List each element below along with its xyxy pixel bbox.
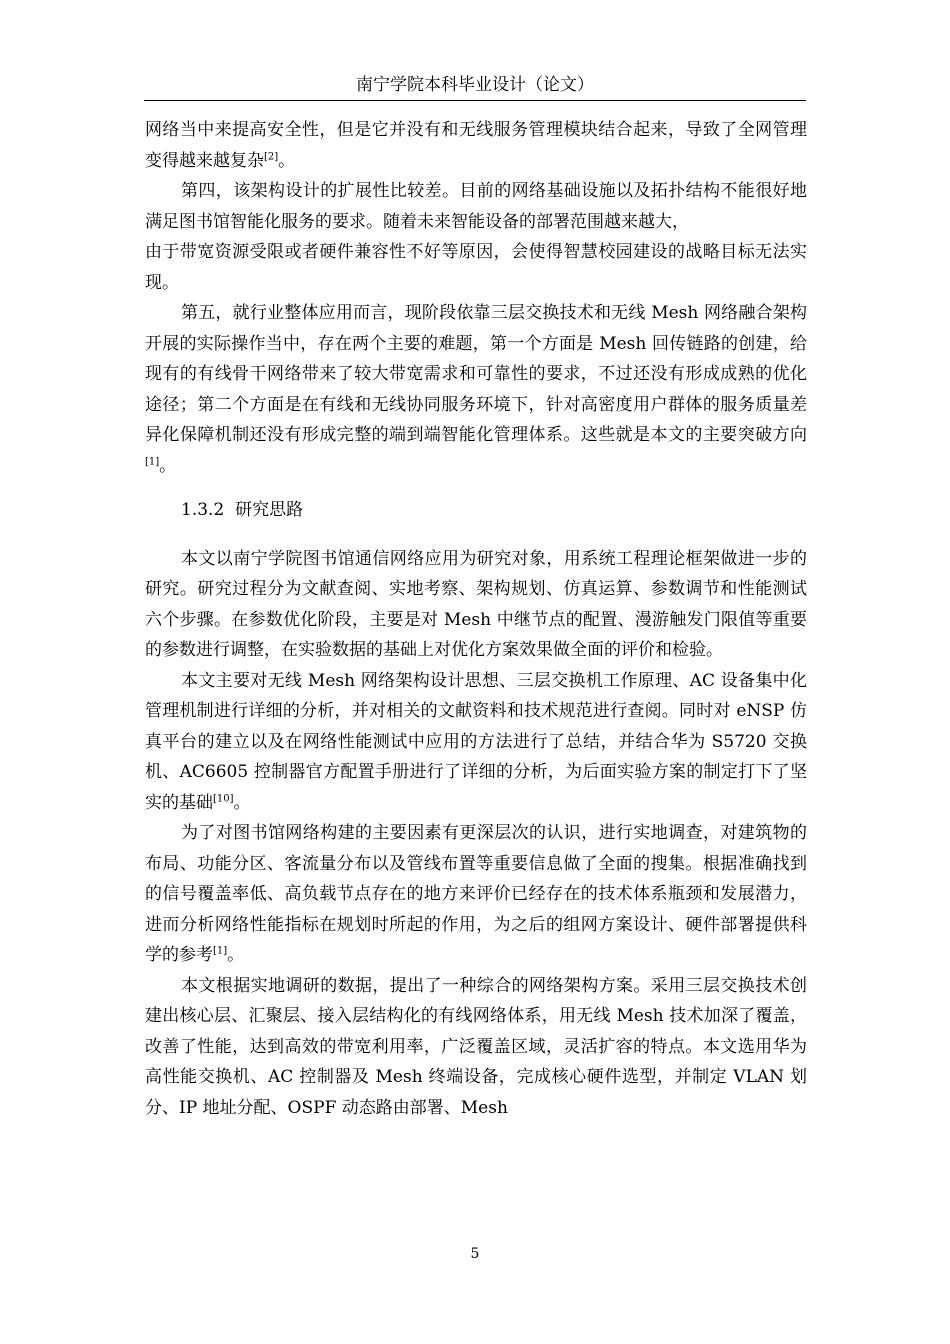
paragraph-architecture-proposal: 本文根据实地调研的数据，提出了一种综合的网络架构方案。采用三层交换技术创建出核心层、汇聚层、接入层结构化的有线网络体系，用无线 Mesh 技术加深了覆盖，改善了性能，达到高效的带宽利用率，广泛覆盖区域，灵活扩容的特点。本文选用华为高性能交换机、AC 控制器及 Mesh 终端设备，完成核心硬件选型，并制定 VLAN 划分、IP 地址分配、OSPF 动态路由部署、Mesh xyxy=(145,975,807,1118)
page-number: 5 xyxy=(470,1246,480,1262)
header-title: 南宁学院本科毕业设计（论文） xyxy=(356,75,594,95)
paragraph-field-survey: 为了对图书馆网络构建的主要因素有更深层次的认识，进行实地调查，对建筑物的布局、功能分区、客流量分布以及管线布置等重要信息做了全面的搜集。根据准确找到的信号覆盖率低、高负载节点存在的地方来评价已经存在的技术体系瓶颈和发展潜力，进而分析网络性能指标在规划时所起的作用，为之后的组网方案设计、硬件部署提供科学的参考[1]。 xyxy=(145,823,807,965)
paragraph-fourth-point-cont: 由于带宽资源受限或者硬件兼容性不好等原因，会使得智慧校园建设的战略目标无法实现。 xyxy=(145,242,807,293)
page-header xyxy=(144,72,806,101)
body-content xyxy=(145,115,807,1123)
section-heading xyxy=(181,495,807,526)
citation-ref: [10] xyxy=(213,792,234,804)
citation-ref: [2] xyxy=(264,150,279,162)
section-number: 1.3.2 xyxy=(181,500,225,520)
citation-ref: [1] xyxy=(213,945,228,957)
paragraph-fifth-point: 第五，就行业整体应用而言，现阶段依靠三层交换技术和无线 Mesh 网络融合架构开展的实际操作当中，存在两个主要的难题，第一个方面是 Mesh 回传链路的创建，给现有的有线骨干网络带来了较大带宽需求和可靠性的要求，不过还没有形成成熟的优化途径；第二个方面是在有线和无线协同服务环境下，针对高密度用户群体的服务质量差异化保障机制还没有形成完整的端到端智能化管理体系。这些就是本文的主要突破方向[1]。 xyxy=(145,303,807,476)
citation-ref: [1] xyxy=(145,455,160,467)
paragraph-analysis: 本文主要对无线 Mesh 网络架构设计思想、三层交换机工作原理、AC 设备集中化管理机制进行详细的分析，并对相关的文献资料和技术规范进行查阅。同时对 eNSP 仿真平台的建立以及在网络性能测试中应用的方法进行了总结，并结合华为 S5720 交换机、AC6605 控制器官方配置手册进行了详细的分析，为后面实验方案的制定打下了坚实的基础[10]。 xyxy=(145,670,807,813)
paragraph-fourth-point: 第四，该架构设计的扩展性比较差。目前的网络基础设施以及拓扑结构不能很好地满足图书馆智能化服务的要求。随着未来智能设备的部署范围越来越大， xyxy=(145,181,807,232)
section-title: 研究思路 xyxy=(235,500,304,520)
paragraph-research-object: 本文以南宁学院图书馆通信网络应用为研究对象，用系统工程理论框架做进一步的研究。研究过程分为文献查阅、实地考察、架构规划、仿真运算、参数调节和性能测试六个步骤。在参数优化阶段，主要是对 Mesh 中继节点的配置、漫游触发门限值等重要的参数进行调整，在实验数据的基础上对优化方案效果做全面的评价和检验。 xyxy=(145,548,807,660)
paragraph-continued: 网络当中来提高安全性，但是它并没有和无线服务管理模块结合起来，导致了全网管理变得越来越复杂[2]。 xyxy=(145,120,807,171)
page-footer xyxy=(0,1246,950,1262)
